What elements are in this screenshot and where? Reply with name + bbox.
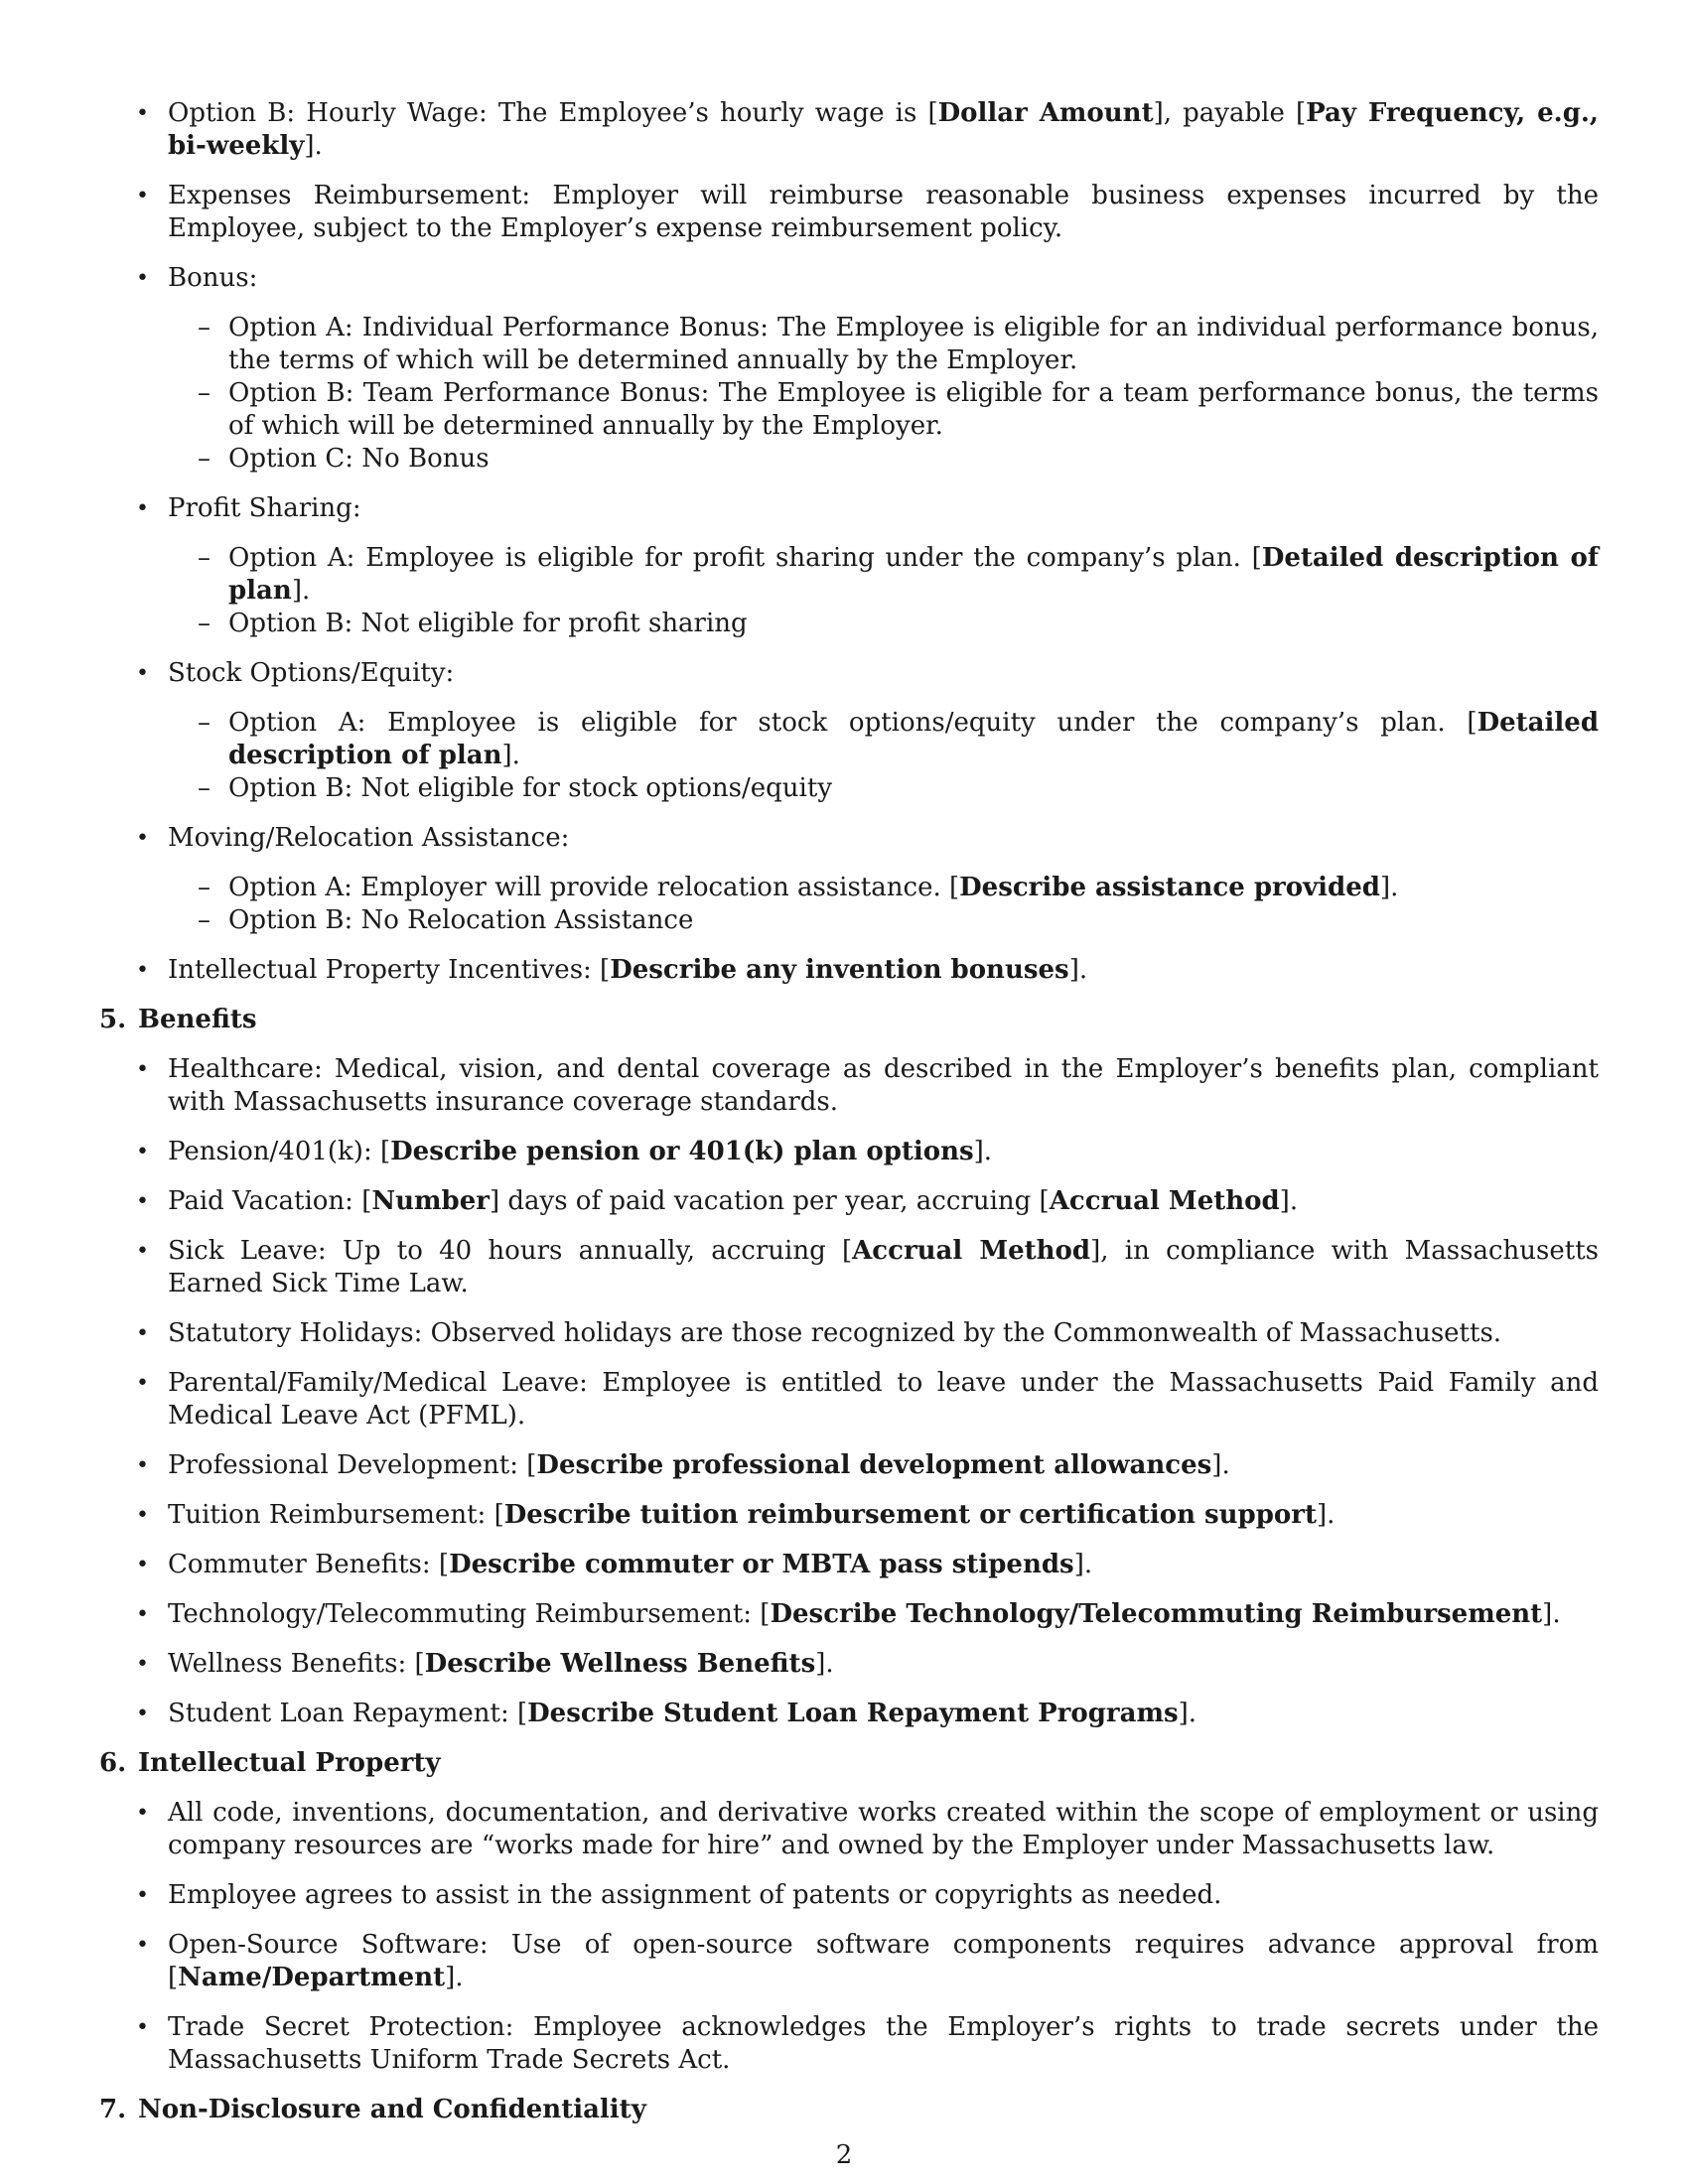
relocation-options: [168, 872, 1599, 937]
section-heading-benefits: 5. Benefits: [99, 1005, 257, 1034]
list-item: – Option B: Team Performance Bonus: The Employee is eligible for a team performance bonus, the terms of which will be determined annually by the Employer.: [168, 377, 1599, 443]
list-item-vacation: • Paid Vacation: [Number] days of paid vacation per year, accruing [Accrual Method].: [99, 1185, 1599, 1218]
ip-list: [99, 1797, 1599, 2077]
compensation-list: [99, 97, 1599, 987]
list-item: – Option A: Employee is eligible for profit sharing under the company’s plan. [Detailed description of plan].: [168, 542, 1599, 608]
page-number: 2: [835, 2140, 853, 2170]
list-item-holidays: • Statutory Holidays: Observed holidays are those recognized by the Commonwealth of Massachusetts.: [99, 1317, 1599, 1350]
list-item-professional-development: • Professional Development: [Describe professional development allowances].: [99, 1449, 1599, 1482]
list-item-pfml: • Parental/Family/Medical Leave: Employee is entitled to leave under the Massachusetts Paid Family and Medical Leave Act (PFML).: [99, 1367, 1599, 1433]
list-item-trade-secret: • Trade Secret Protection: Employee acknowledges the Employer’s rights to trade secrets under the Massachusetts Uniform Trade Secrets Act.: [99, 2011, 1599, 2077]
section-heading-intellectual-property: 6. Intellectual Property: [99, 1748, 441, 1778]
list-item: – Option B: Not eligible for profit sharing: [168, 608, 1599, 640]
profit-options: [168, 542, 1599, 640]
list-item-relocation: • Moving/Relocation Assistance: – Option A: Employer will provide relocation assistance. [Describe assistance provided]. – Option B: No Relocation Assistance: [99, 822, 1599, 937]
list-item: – Option C: No Bonus: [168, 443, 1599, 476]
list-item-commuter: • Commuter Benefits: [Describe commuter or MBTA pass stipends].: [99, 1549, 1599, 1581]
list-item-assist: • Employee agrees to assist in the assignment of patents or copyrights as needed.: [99, 1879, 1599, 1912]
list-item-student-loan: • Student Loan Repayment: [Describe Student Loan Repayment Programs].: [99, 1698, 1599, 1730]
list-item-sick-leave: • Sick Leave: Up to 40 hours annually, accruing [Accrual Method], in compliance with Massachusetts Earned Sick Time Law.: [99, 1235, 1599, 1300]
list-item-works-for-hire: • All code, inventions, documentation, and derivative works created within the scope of employment or using company resources are “works made for hire” and owned by the Employer under Massachusetts law.: [99, 1797, 1599, 1862]
stock-options: [168, 707, 1599, 805]
list-item-profit-sharing: • Profit Sharing: – Option A: Employee is eligible for profit sharing under the company’s plan. [Detailed description of plan]. – Option B: Not eligible for profit sharing: [99, 492, 1599, 640]
document-page: [99, 97, 1599, 2143]
list-item: – Option A: Employee is eligible for stock options/equity under the company’s plan. [Detailed description of plan].: [168, 707, 1599, 772]
list-item-pension: • Pension/401(k): [Describe pension or 401(k) plan options].: [99, 1136, 1599, 1168]
list-item-stock-options: • Stock Options/Equity: – Option A: Employee is eligible for stock options/equity under the company’s plan. [Detailed description of plan]. – Option B: Not eligible for stock options/equity: [99, 657, 1599, 805]
list-item: – Option B: Not eligible for stock options/equity: [168, 772, 1599, 805]
list-item-expenses: • Expenses Reimbursement: Employer will reimburse reasonable business expenses incurred by the Employee, subject to the Employer’s expense reimbursement policy.: [99, 180, 1599, 245]
list-item-bonus: • Bonus: – Option A: Individual Performance Bonus: The Employee is eligible for an individual performance bonus, the terms of which will be determined annually by the Employer. – Option B: Team Performance Bonus: The Employee is eligible for a team performance bonus, the terms of which will be determined annually by the Employer. – Option C: No Bonus: [99, 262, 1599, 476]
list-item-healthcare: • Healthcare: Medical, vision, and dental coverage as described in the Employer’s benefits plan, compliant with Massachusetts insurance coverage standards.: [99, 1053, 1599, 1119]
list-item: – Option A: Individual Performance Bonus: The Employee is eligible for an individual performance bonus, the terms of which will be determined annually by the Employer.: [168, 312, 1599, 377]
section-heading-non-disclosure: 7. Non-Disclosure and Confidentiality: [99, 2095, 646, 2124]
list-item-technology: • Technology/Telecommuting Reimbursement: [Describe Technology/Telecommuting Reimbursement].: [99, 1598, 1599, 1631]
list-item-ip-incentives: • Intellectual Property Incentives: [Describe any invention bonuses].: [99, 954, 1599, 987]
bonus-options: [168, 312, 1599, 476]
list-item: – Option A: Employer will provide relocation assistance. [Describe assistance provided].: [168, 872, 1599, 904]
list-item-open-source: • Open-Source Software: Use of open-source software components requires advance approval from [Name/Department].: [99, 1929, 1599, 1994]
list-item-hourly-wage: • Option B: Hourly Wage: The Employee’s hourly wage is [Dollar Amount], payable [Pay Frequency, e.g., bi-weekly].: [99, 97, 1599, 163]
list-item: – Option B: No Relocation Assistance: [168, 904, 1599, 937]
list-item-tuition: • Tuition Reimbursement: [Describe tuition reimbursement or certification support].: [99, 1499, 1599, 1532]
list-item-wellness: • Wellness Benefits: [Describe Wellness Benefits].: [99, 1648, 1599, 1681]
benefits-list: [99, 1053, 1599, 1730]
